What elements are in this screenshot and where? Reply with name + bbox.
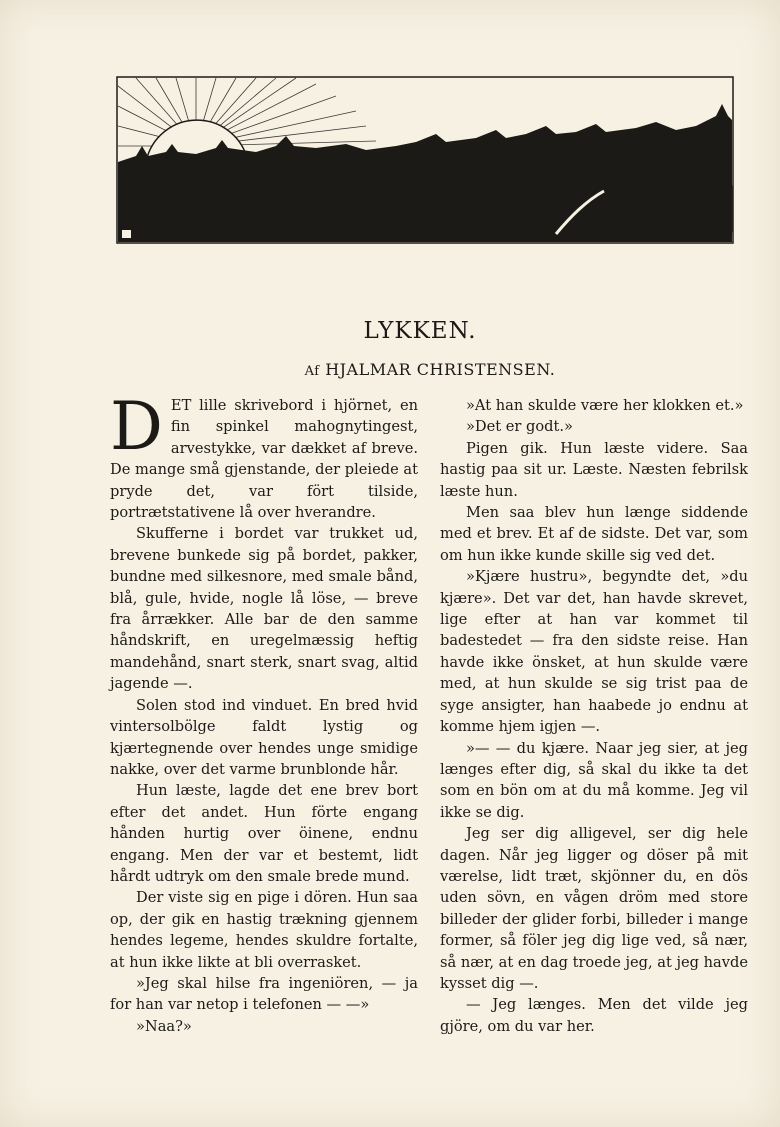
paragraph-9: »Det er godt.» — [466, 418, 573, 436]
paragraph-5: Der viste sig en pige i dören. Hun saa op, der gik en hastig trækning gjennem hendes legeme, hendes skuldre fortalte, at hun ikke likte at bli overrasket. — [110, 889, 418, 971]
paragraph-2: Skufferne i bordet var trukket ud, brevene bunkede sig på bordet, pakker, bundne med silkesnore, med smale bånd, blå, gule, hvide, nogle lå löse, — breve fra årrækker. Alle bar de den samme håndskrift, en uregelmæssig heftig mandehånd, snart sterk, snart svag, altid jagende —. — [110, 525, 418, 693]
drop-cap: D — [110, 388, 163, 465]
author-name: HJALMAR CHRISTENSEN. — [325, 360, 556, 379]
article-byline — [0, 360, 780, 379]
left-column — [110, 388, 418, 1037]
paragraph-6: »Jeg skal hilse fra ingeniören, — ja for han var netop i telefonen — —» — [110, 974, 418, 1014]
paragraph-4: Hun læste, lagde det ene brev bort efter det andet. Hun förte engang hånden hurtig over öinene, endnu engang. Men der var et bestemt, lidt hårdt udtryk om den smale brede mund. — [110, 782, 418, 885]
paragraph-14: Jeg ser dig alligevel, ser dig hele dagen. Når jeg ligger og döser på mit værelse, lidt træt, skjönner du, en dös uden sövn, en vågen dröm med store billeder der glider forbi, billeder i mange former, så föler jeg dig lige ved, så nær, så nær, at en dag troede jeg, at jeg havde kysset dig —. — [440, 825, 748, 992]
byline-prefix: Af — [304, 364, 320, 379]
paragraph-1 — [110, 388, 418, 523]
paragraph-13: »— — du kjære. Naar jeg sier, at jeg længes efter dig, så skal du ikke ta det som en bön om at du må komme. Jeg vil ikke se dig. — [440, 739, 748, 821]
header-illustration — [116, 76, 734, 244]
paragraph-8: »At han skulde være her klokken et.» — [466, 397, 744, 414]
paragraph-10: Pigen gik. Hun læste videre. Saa hastig paa sit ur. Læste. Næsten febrilsk læste hun. — [440, 439, 748, 500]
article-title: LYKKEN. — [363, 318, 477, 344]
paragraph-11: Men saa blev hun længe siddende med et brev. Et af de sidste. Det var, som om hun ikke kunde skille sig ved det. — [440, 504, 748, 564]
paragraph-7: »Naa?» — [136, 1017, 192, 1035]
paragraph-15: — Jeg længes. Men det vilde jeg gjöre, om du var her. — [440, 996, 748, 1035]
paragraph-1-text: ET lille skrivebord i hjörnet, en fin spinkel mahognytingest, arvestykke, var dækket af breve. De mange små gjenstande, der pleiede at pryde det, var fört tilside, portrætstativene lå over hverandre. — [110, 397, 418, 522]
paragraph-12: »Kjære hustru», begyndte det, »du kjære». Det var det, han havde skrevet, lige efter at han var kommet til badestedet — fra den sidste reise. Han havde ikke önsket, at hun skulde være med, at hun skulde se sig trist paa de syge ansigter, han haabede jo endnu at komme hjem igjen —. — [440, 568, 748, 736]
right-column — [440, 395, 748, 1037]
sunset-forest-woodcut-icon — [116, 76, 734, 244]
paragraph-3: Solen stod ind vinduet. En bred hvid vintersolbölge faldt lystig og kjærtegnende over hendes unge smidige nakke, over det varme brunblonde hår. — [110, 696, 418, 778]
